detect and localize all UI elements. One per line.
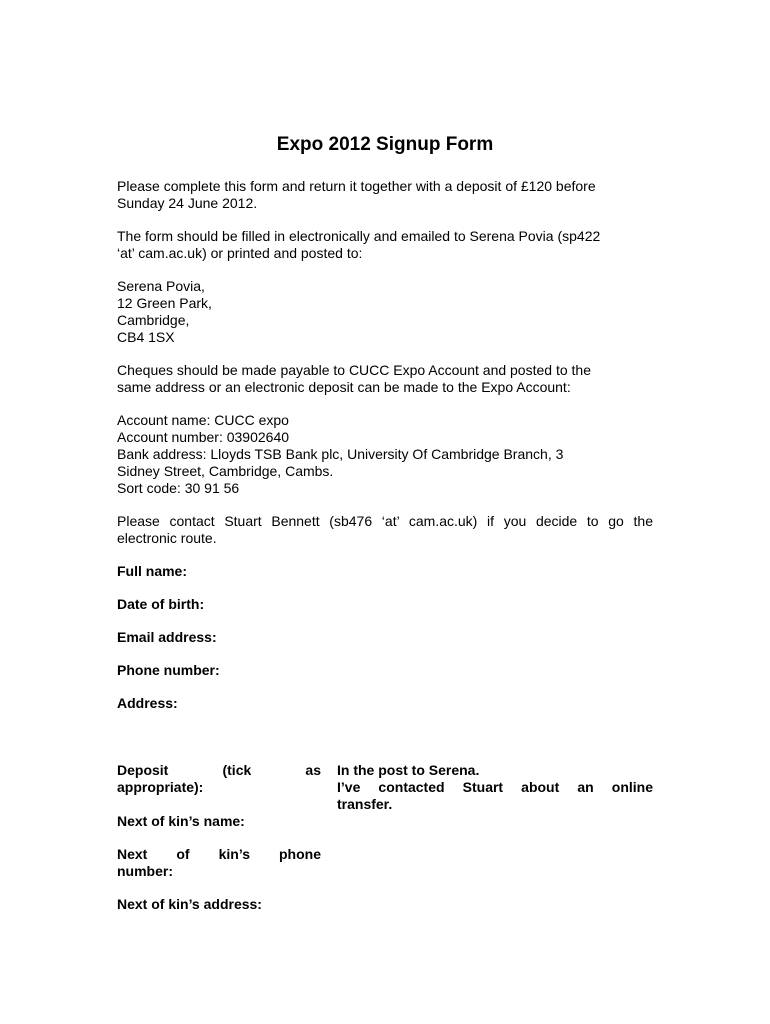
deposit-options — [337, 762, 653, 813]
full-name-label: Full name: — [117, 563, 188, 579]
deposit-option-online-line-2[interactable]: transfer. — [337, 796, 393, 812]
deposit-label-line-2: appropriate): — [117, 779, 204, 795]
bank-sort-code: Sort code: 30 91 56 — [117, 480, 240, 496]
email-label: Email address: — [117, 629, 217, 645]
bank-account-number: Account number: 03902640 — [117, 429, 290, 445]
kin-phone-label-line-1: Next of kin’s phone — [117, 846, 321, 862]
postal-address-line: Serena Povia, — [117, 278, 205, 294]
bank-address-line-1: Bank address: Lloyds TSB Bank plc, University Of Cambridge Branch, 3 — [117, 446, 564, 462]
phone-label: Phone number: — [117, 662, 220, 678]
kin-phone-label — [117, 846, 321, 880]
kin-phone-label-line-2: number: — [117, 863, 173, 879]
contact-line-1: Please contact Stuart Bennett (sb476 ‘at’ cam.ac.uk) if you decide to go the — [117, 513, 653, 529]
postal-address-line: 12 Green Park, — [117, 295, 212, 311]
intro-deposit-line-1: Please complete this form and return it together with a deposit of £120 before — [117, 178, 596, 194]
postal-address-line: Cambridge, — [117, 312, 190, 328]
deposit-option-online-line-1[interactable]: I’ve contacted Stuart about an online — [337, 779, 653, 795]
intro-filled-line-1: The form should be filled in electronically and emailed to Serena Povia (sp422 — [117, 228, 601, 244]
postal-address-line: CB4 1SX — [117, 329, 175, 345]
deposit-label — [117, 762, 321, 813]
intro-deposit-line-2: Sunday 24 June 2012. — [117, 195, 258, 211]
deposit-label-line-1: Deposit (tick as — [117, 762, 321, 778]
page-title: Expo 2012 Signup Form — [276, 134, 494, 155]
deposit-row — [117, 762, 653, 813]
cheques-line-2: same address or an electronic deposit can be made to the Expo Account: — [117, 379, 571, 395]
form-body — [117, 178, 653, 913]
bank-address-line-2: Sidney Street, Cambridge, Cambs. — [117, 463, 334, 479]
dob-label: Date of birth: — [117, 596, 205, 612]
contact-line-2: electronic route. — [117, 530, 217, 546]
bank-account-name: Account name: CUCC expo — [117, 412, 289, 428]
kin-name-label: Next of kin’s name: — [117, 813, 245, 829]
cheques-line-1: Cheques should be made payable to CUCC Expo Account and posted to the — [117, 362, 591, 378]
deposit-option-post[interactable]: In the post to Serena. — [337, 762, 480, 778]
address-label: Address: — [117, 695, 178, 711]
kin-address-label: Next of kin’s address: — [117, 896, 262, 912]
intro-filled-line-2: ‘at’ cam.ac.uk) or printed and posted to: — [117, 245, 363, 261]
